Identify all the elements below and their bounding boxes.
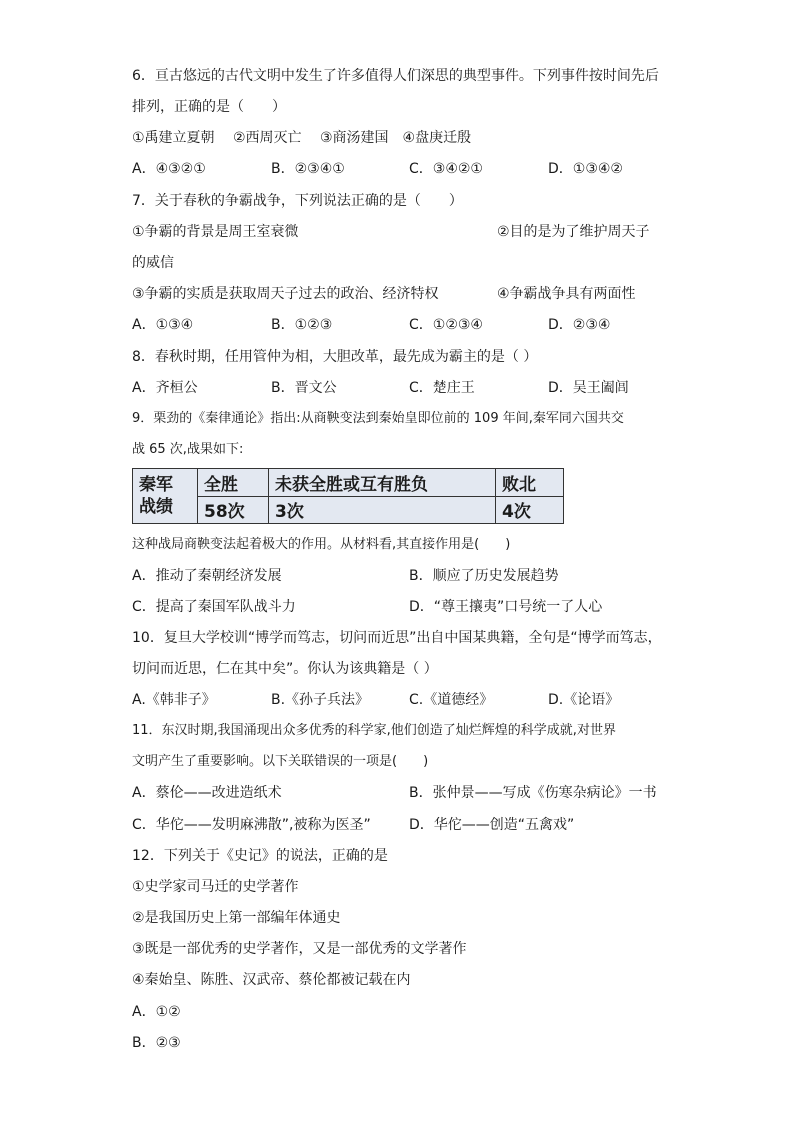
q10-option-c: C.《道德经》 — [409, 692, 494, 708]
q11-option-d: D．华佗——创造“五禽戏” — [409, 817, 575, 833]
col3-header: 败北 — [496, 469, 564, 497]
q12-item-3: ③既是一部优秀的史学著作，又是一部优秀的文学著作 — [132, 941, 467, 957]
q7-item-2-cont: 的威信 — [132, 255, 174, 271]
q6-option-b: B．②③④① — [271, 161, 345, 177]
q7-option-a: A．①③④ — [132, 317, 194, 333]
q12-item-2: ②是我国历史上第一部编年体通史 — [132, 910, 341, 926]
row-header-line2: 战绩 — [139, 497, 173, 517]
q10-stem-line2: 切问而近思，仁在其中矣”。你认为该典籍是（ ） — [132, 661, 438, 677]
q9-option-a: A．推动了秦朝经济发展 — [132, 568, 282, 584]
q7-option-d: D．②③④ — [548, 317, 611, 333]
q6-option-a: A．④③②① — [132, 161, 206, 177]
q8-option-c: C．楚庄王 — [409, 380, 475, 396]
q8-option-b: B．晋文公 — [271, 380, 337, 396]
q6-items: ①禹建立夏朝 ②西周灭亡 ③商汤建国 ④盘庚迁殷 — [132, 130, 472, 146]
q11-option-c: C．华佗——发明麻沸散”,被称为医圣” — [132, 817, 371, 833]
q11-stem-line2: 文明产生了重要影响。以下关联错误的一项是( ) — [132, 754, 429, 769]
q11-option-b: B．张仲景——写成《伤寒杂病论》一书 — [409, 785, 657, 801]
q11-option-a: A．蔡伦——改进造纸术 — [132, 785, 282, 801]
q7-item-2: ②目的是为了维护周天子 — [497, 224, 650, 240]
q6-option-d: D．①③④② — [548, 161, 623, 177]
q7-option-b: B．①②③ — [271, 317, 333, 333]
q12-stem: 12．下列关于《史记》的说法，正确的是 — [132, 848, 388, 864]
q10-option-d: D.《论语》 — [548, 692, 620, 708]
q6-stem-line1: 6．亘古悠远的古代文明中发生了许多值得人们深思的典型事件。下列事件按时间先后 — [132, 68, 659, 84]
q10-option-a: A.《韩非子》 — [132, 692, 216, 708]
q8-stem: 8．春秋时期，任用管仲为相，大胆改革，最先成为霸主的是（ ） — [132, 349, 538, 365]
col2-header: 未获全胜或互有胜负 — [269, 469, 496, 497]
q7-item-1: ①争霸的背景是周王室衰微 — [132, 224, 299, 240]
row-header-line1: 秦军 — [139, 475, 173, 495]
col2-value: 3次 — [269, 496, 496, 524]
battle-record-table — [132, 468, 564, 524]
q9-option-d: D．“尊王攘夷”口号统一了人心 — [409, 599, 603, 615]
q9-option-c: C．提高了秦国军队战斗力 — [132, 599, 296, 615]
q10-stem-line1: 10．复旦大学校训“博学而笃志，切问而近思”出自中国某典籍，全句是“博学而笃志， — [132, 630, 662, 646]
row-header-cell — [133, 469, 198, 524]
q7-item-3: ③争霸的实质是获取周天子过去的政治、经济特权 — [132, 286, 439, 302]
q7-option-c: C．①②③④ — [409, 317, 483, 333]
col1-header: 全胜 — [198, 469, 269, 497]
q12-item-1: ①史学家司马迁的史学著作 — [132, 879, 299, 895]
q7-stem: 7．关于春秋的争霸战争，下列说法正确的是（ ） — [132, 193, 463, 209]
q12-option-b: B．②③ — [132, 1035, 181, 1051]
q9-stem-line1: 9．栗劲的《秦律通论》指出:从商鞅变法到秦始皇即位前的 109 年间,秦军同六国共交 — [132, 411, 624, 426]
q6-stem-line2: 排列，正确的是（ ） — [132, 99, 286, 115]
q9-stem-line3: 这种战局商鞅变法起着极大的作用。从材料看,其直接作用是( ) — [132, 537, 511, 552]
q11-stem-line1: 11．东汉时期,我国涌现出众多优秀的科学家,他们创造了灿烂辉煌的科学成就,对世界 — [132, 723, 616, 738]
q9-option-b: B．顺应了历史发展趋势 — [409, 568, 559, 584]
q10-option-b: B.《孙子兵法》 — [271, 692, 370, 708]
q12-item-4: ④秦始皇、陈胜、汉武帝、蔡伦都被记载在内 — [132, 972, 411, 988]
q8-option-a: A．齐桓公 — [132, 380, 198, 396]
q12-option-a: A．①② — [132, 1004, 181, 1020]
q7-item-4: ④争霸战争具有两面性 — [497, 286, 636, 302]
q6-option-c: C．③④②① — [409, 161, 483, 177]
col1-value: 58次 — [198, 496, 269, 524]
q9-stem-line2: 战 65 次,战果如下: — [132, 442, 244, 457]
q8-option-d: D．吴王阖闾 — [548, 380, 629, 396]
col3-value: 4次 — [496, 496, 564, 524]
